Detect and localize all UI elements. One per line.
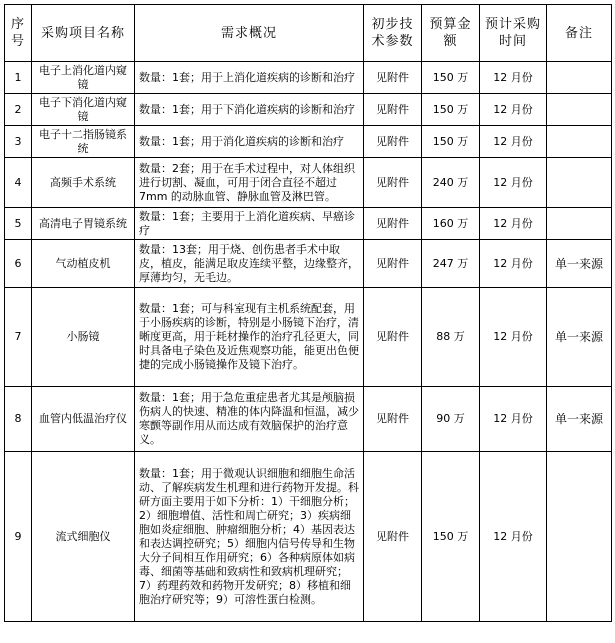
row-name: 小肠镜	[32, 288, 135, 387]
row-desc: 数量：1套；用于上消化道疾病的诊断和治疗	[135, 62, 364, 94]
row-note	[547, 158, 612, 208]
row-seq: 8	[5, 387, 32, 452]
row-name: 气动植皮机	[32, 240, 135, 288]
header-seq: 序号	[5, 5, 32, 62]
row-note: 单一来源	[547, 288, 612, 387]
row-budget: 150 万	[422, 62, 480, 94]
row-seq: 3	[5, 126, 32, 158]
procurement-table	[4, 4, 612, 622]
row-name: 电子十二指肠镜系统	[32, 126, 135, 158]
header-budget: 预算金额	[422, 5, 480, 62]
row-name: 高频手术系统	[32, 158, 135, 208]
table-row	[5, 126, 612, 158]
row-params: 见附件	[364, 387, 422, 452]
header-time: 预计采购时间	[480, 5, 547, 62]
row-desc: 数量：1套；主要用于上消化道疾病、早癌诊疗	[135, 208, 364, 240]
table-row	[5, 158, 612, 208]
table-row	[5, 62, 612, 94]
header-row	[5, 5, 612, 62]
row-params: 见附件	[364, 94, 422, 126]
row-desc: 数量：13套；用于烧、创伤患者手术中取皮，植皮，能满足取皮连续平整，边缘整齐，厚薄均匀，无毛边。	[135, 240, 364, 288]
row-budget: 150 万	[422, 452, 480, 622]
row-seq: 2	[5, 94, 32, 126]
row-budget: 150 万	[422, 94, 480, 126]
table-row	[5, 240, 612, 288]
row-note: 单一来源	[547, 387, 612, 452]
row-desc: 数量：1套；用于微观认识细胞和细胞生命活动、了解疾病发生机理和进行药物开发提。科研方面主要用于如下分析：1）干细胞分析；2）细胞增值、活性和周亡研究；3）疾病细胞如炎症细胞、肿瘤细胞分析；4）基因表达和表达调控研究；5）细胞内信号传导和生物大分子间相互作用研究；6）各种病原体如病毒、细菌等基础和致病性和致病机理研究；7）药理药效和药物开发研究；8）移植和细胞治疗研究等；9）可溶性蛋白检测。	[135, 452, 364, 622]
row-budget: 150 万	[422, 126, 480, 158]
row-note: 单一来源	[547, 240, 612, 288]
row-params: 见附件	[364, 240, 422, 288]
row-time: 12 月份	[480, 288, 547, 387]
row-seq: 5	[5, 208, 32, 240]
row-desc: 数量：1套；用于下消化道疾病的诊断和治疗	[135, 94, 364, 126]
row-desc: 数量：2套；用于在手术过程中，对人体组织进行切割、凝血，可用于闭合直径不超过 7mm 的动脉血管、静脉血管及淋巴管。	[135, 158, 364, 208]
row-budget: 88 万	[422, 288, 480, 387]
row-seq: 4	[5, 158, 32, 208]
row-params: 见附件	[364, 62, 422, 94]
row-time: 12 月份	[480, 387, 547, 452]
row-params: 见附件	[364, 158, 422, 208]
table-row	[5, 94, 612, 126]
row-seq: 6	[5, 240, 32, 288]
row-note	[547, 62, 612, 94]
row-time: 12 月份	[480, 62, 547, 94]
row-name: 流式细胞仪	[32, 452, 135, 622]
row-name: 电子上消化道内窥镜	[32, 62, 135, 94]
row-time: 12 月份	[480, 158, 547, 208]
row-note	[547, 126, 612, 158]
row-time: 12 月份	[480, 126, 547, 158]
table-row	[5, 288, 612, 387]
row-note	[547, 452, 612, 622]
row-seq: 7	[5, 288, 32, 387]
row-name: 高清电子胃镜系统	[32, 208, 135, 240]
row-name: 电子下消化道内窥镜	[32, 94, 135, 126]
header-desc: 需求概况	[135, 5, 364, 62]
row-budget: 247 万	[422, 240, 480, 288]
header-name: 采购项目名称	[32, 5, 135, 62]
row-seq: 9	[5, 452, 32, 622]
row-params: 见附件	[364, 208, 422, 240]
row-time: 12 月份	[480, 452, 547, 622]
row-params: 见附件	[364, 126, 422, 158]
row-params: 见附件	[364, 288, 422, 387]
row-desc: 数量：1套；用于急危重症患者尤其是颅脑损伤病人的快速、精准的体内降温和恒温，减少寒颤等副作用从而达成有效脑保护的治疗意义。	[135, 387, 364, 452]
row-time: 12 月份	[480, 94, 547, 126]
row-note	[547, 208, 612, 240]
row-budget: 160 万	[422, 208, 480, 240]
row-time: 12 月份	[480, 208, 547, 240]
row-params: 见附件	[364, 452, 422, 622]
header-params: 初步技术参数	[364, 5, 422, 62]
row-budget: 90 万	[422, 387, 480, 452]
row-note	[547, 94, 612, 126]
row-desc: 数量：1套；可与科室现有主机系统配套，用于小肠疾病的诊断，特别是小肠镜下治疗，清晰度更高，用于耗材操作的治疗孔径更大，同时具备电子染色及近焦观察功能，能更出色便捷的完成小肠镜操作及镜下治疗。	[135, 288, 364, 387]
table-row	[5, 452, 612, 622]
row-seq: 1	[5, 62, 32, 94]
row-budget: 240 万	[422, 158, 480, 208]
table-row	[5, 387, 612, 452]
row-name: 血管内低温治疗仪	[32, 387, 135, 452]
header-note: 备注	[547, 5, 612, 62]
table-row	[5, 208, 612, 240]
row-time: 12 月份	[480, 240, 547, 288]
row-desc: 数量：1套；用于消化道疾病的诊断和治疗	[135, 126, 364, 158]
